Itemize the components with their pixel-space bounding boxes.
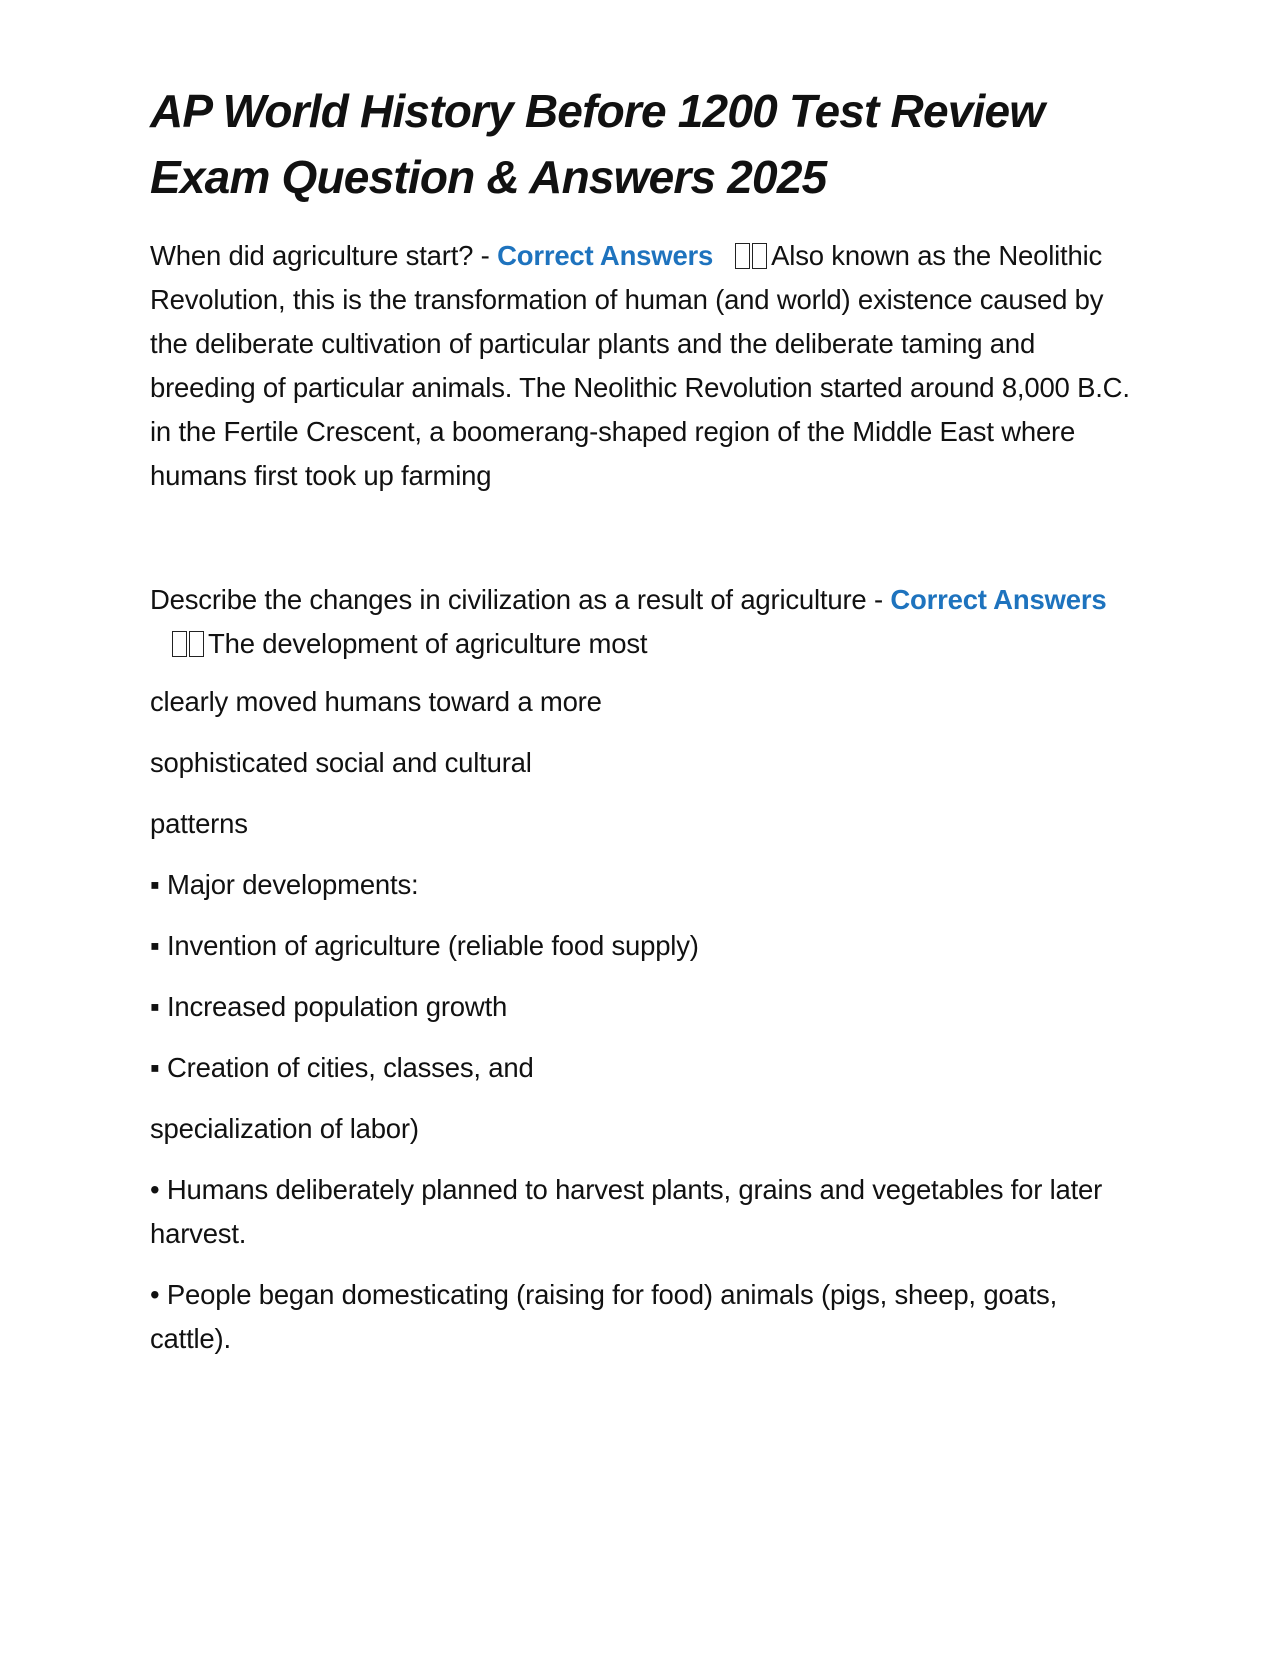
answer-line: specialization of labor) (150, 1113, 419, 1144)
bullet-item: ▪ Major developments: (150, 869, 419, 900)
bullet-item: • People began domesticating (raising for food) animals (pigs, sheep, goats, cattle). (150, 1279, 1058, 1354)
document-page (150, 78, 1140, 1378)
missing-glyph-icon (172, 622, 206, 666)
answer-line: sophisticated social and cultural (150, 747, 532, 778)
answer-1-text: Also known as the Neolithic Revolution, this is the transformation of human (and world) existence caused by the deliberate cultivation of particular plants and the deliberate taming and breeding of particular animals. The Neolithic Revolution started around 8,000 B.C. in the Fertile Crescent, a boomerang-shaped region of the Middle East where humans first took up farming (150, 240, 1130, 491)
bullet-item: ▪ Creation of cities, classes, and (150, 1052, 534, 1083)
question-2 (150, 578, 1140, 666)
bullet-item: • Humans deliberately planned to harvest plants, grains and vegetables for later harvest. (150, 1174, 1103, 1249)
question-2-text: Describe the changes in civilization as a result of agriculture - (150, 584, 891, 615)
answer-2-text: The development of agriculture most (208, 628, 648, 659)
correct-answers-label: Correct Answers (497, 240, 714, 271)
bullet-item: ▪ Increased population growth (150, 991, 508, 1022)
question-1-text: When did agriculture start? - (150, 240, 498, 271)
document-title: AP World History Before 1200 Test Review Exam Question & Answers 2025 (150, 85, 1045, 203)
bullet-item: ▪ Invention of agriculture (reliable food supply) (150, 930, 699, 961)
correct-answers-label: Correct Answers (890, 584, 1107, 615)
answer-line: patterns (150, 808, 248, 839)
answer-line: clearly moved humans toward a more (150, 686, 602, 717)
missing-glyph-icon (735, 234, 769, 278)
question-1 (150, 234, 1140, 498)
